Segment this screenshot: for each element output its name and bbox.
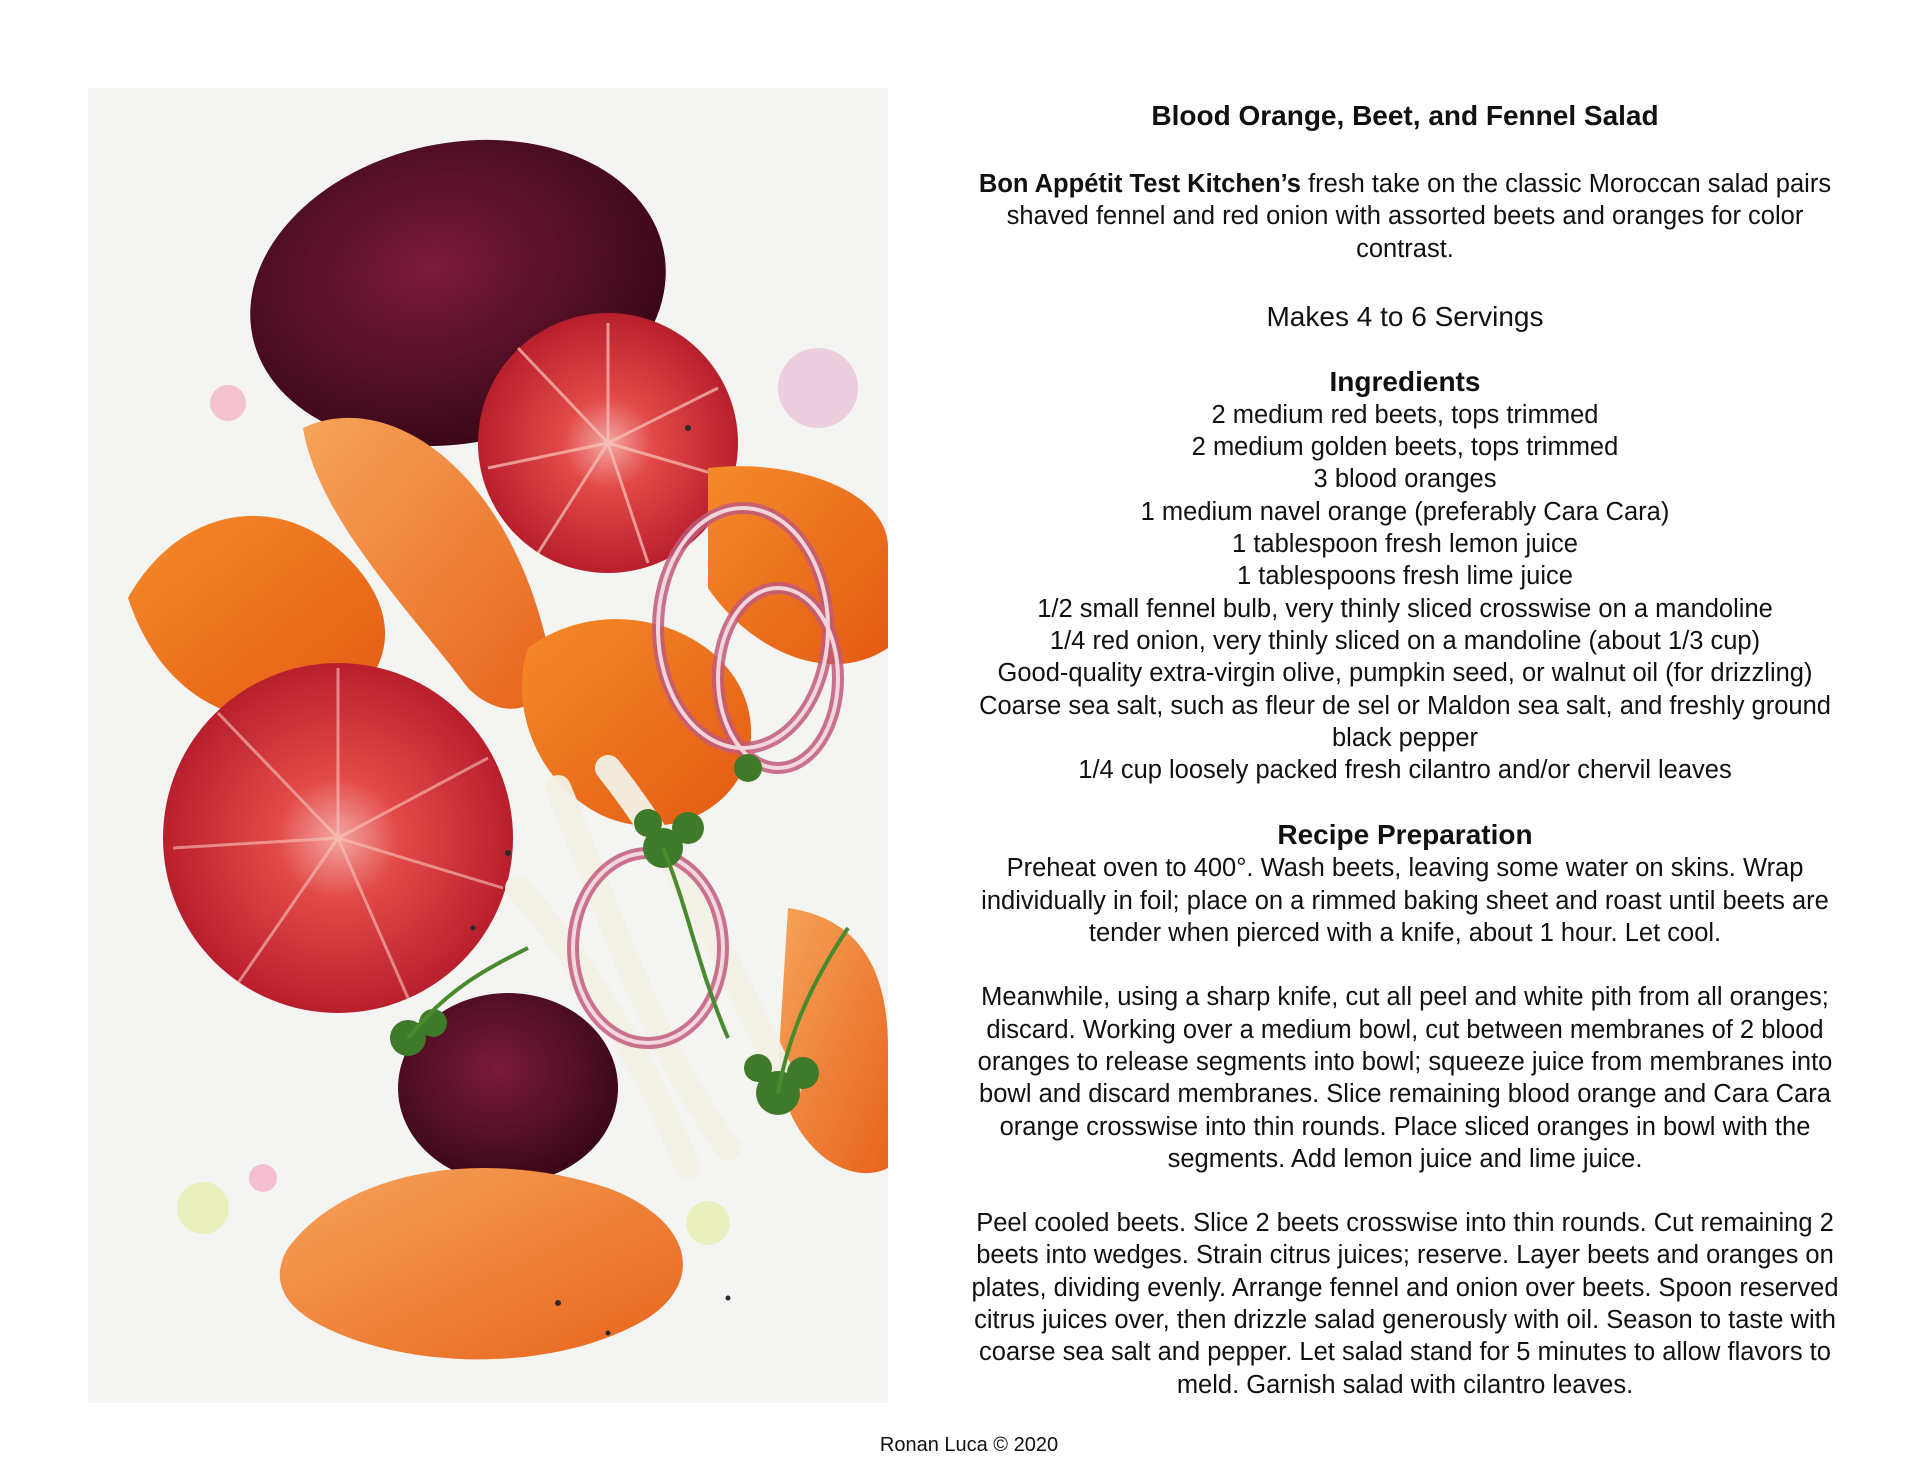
ingredients-list bbox=[960, 399, 1850, 787]
ingredient-item: 1/4 cup loosely packed fresh cilantro and/or chervil leaves bbox=[1078, 756, 1732, 785]
ingredient-item: 2 medium red beets, tops trimmed bbox=[1211, 400, 1599, 429]
intro-text: fresh take on the classic Moroccan salad pairs shaved fennel and red onion with assorted beets and oranges for color contrast. bbox=[1006, 170, 1832, 263]
ingredient-item: 1/4 red onion, very thinly sliced on a mandoline (about 1/3 cup) bbox=[1049, 626, 1761, 655]
salad-photo bbox=[88, 88, 888, 1403]
recipe-text bbox=[960, 96, 1850, 1433]
preparation-heading: Recipe Preparation bbox=[1277, 819, 1533, 851]
preparation-step: Meanwhile, using a sharp knife, cut all peel and white pith from all oranges; discard. Working over a medium bowl, cut between membranes of 2 blood oranges to release segments into bowl; squeeze juice from membranes into bowl and discard membranes. Slice remaining blood orange and Cara Cara orange crosswise into thin rounds. Place sliced oranges in bowl with the segments. Add lemon juice and lime juice. bbox=[977, 983, 1833, 1173]
preparation-step: Preheat oven to 400°. Wash beets, leaving some water on skins. Wrap individually in foil; place on a rimmed baking sheet and roast until beets are tender when pierced with a knife, about 1 hour. Let cool. bbox=[981, 854, 1829, 948]
salad-illustration bbox=[88, 88, 888, 1403]
ingredient-item: 1/2 small fennel bulb, very thinly sliced crosswise on a mandoline bbox=[1037, 594, 1773, 623]
ingredient-item: 3 blood oranges bbox=[1313, 465, 1497, 494]
preparation-steps bbox=[960, 852, 1850, 1400]
ingredient-item: Good-quality extra-virgin olive, pumpkin seed, or walnut oil (for drizzling) bbox=[997, 659, 1813, 688]
intro-source: Bon Appétit Test Kitchen’s bbox=[978, 170, 1301, 198]
ingredient-item: 2 medium golden beets, tops trimmed bbox=[1191, 433, 1619, 462]
servings: Makes 4 to 6 Servings bbox=[1266, 300, 1544, 332]
footer-credit: Ronan Luca © 2020 bbox=[879, 1434, 1059, 1456]
recipe-title: Blood Orange, Beet, and Fennel Salad bbox=[1151, 100, 1659, 131]
ingredient-item: 1 tablespoons fresh lime juice bbox=[1237, 562, 1573, 591]
ingredient-item: 1 medium navel orange (preferably Cara Cara) bbox=[1140, 497, 1670, 526]
recipe-intro bbox=[960, 168, 1850, 265]
ingredients-heading: Ingredients bbox=[1329, 365, 1481, 397]
ingredient-item: 1 tablespoon fresh lemon juice bbox=[1232, 530, 1578, 559]
ingredient-item: Coarse sea salt, such as fleur de sel or Maldon sea salt, and freshly ground black pepper bbox=[979, 691, 1831, 752]
preparation-step: Peel cooled beets. Slice 2 beets crosswise into thin rounds. Cut remaining 2 beets into wedges. Strain citrus juices; reserve. Layer beets and oranges on plates, dividing evenly. Arrange fennel and onion over beets. Spoon reserved citrus juices over, then drizzle salad generously with oil. Season to taste with coarse sea salt and pepper. Let salad stand for 5 minutes to allow flavors to meld. Garnish salad with cilantro leaves. bbox=[971, 1209, 1839, 1399]
